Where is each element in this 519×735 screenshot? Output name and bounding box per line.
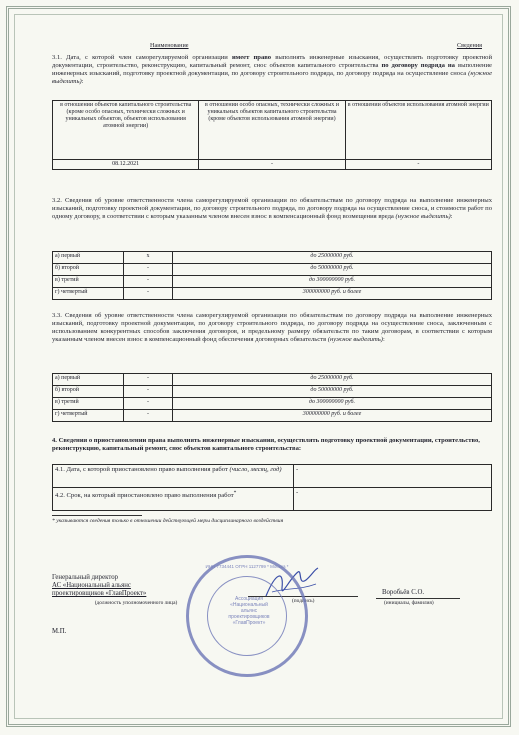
section-3-2 — [52, 197, 492, 221]
s4-row-1-value: - — [294, 465, 492, 488]
s32-row-label: г) четвертый — [53, 288, 124, 300]
signer-line-1: Генеральный директор — [52, 574, 118, 581]
s31-table — [52, 100, 492, 170]
s31-value-1: 08.12.2021 — [53, 160, 199, 170]
s4-table — [52, 464, 492, 511]
s4-row-2-value: - — [294, 488, 492, 511]
section-3-2-text — [52, 197, 492, 221]
name-caption: (инициалы, фамилия) — [384, 600, 434, 606]
s32-row-label: в) третий — [53, 276, 124, 288]
s32-row-mark: - — [124, 276, 173, 288]
s32-row-value: до 300000000 руб. — [173, 276, 492, 288]
footnote: * указываются сведения только в отношении действующей меры дисциплинарного воздействия — [52, 518, 284, 524]
s33-row-value: до 50000000 руб. — [173, 386, 492, 398]
s31-cell-2: в отношении особо опасных, технически сложных и уникальных объектов капитального строительства (кроме объектов использования атомной энергии) — [199, 101, 345, 160]
s32-table — [52, 251, 492, 300]
s33-row-mark: - — [124, 410, 173, 422]
s31-text-a: 3.1. Дата, с которой член саморегулируемой организации — [52, 54, 232, 61]
signature-caption: (подпись) — [292, 598, 315, 604]
s32-row-label: б) второй — [53, 264, 124, 276]
organization-seal — [186, 555, 308, 677]
s33-row-value: 300000000 руб. и более — [173, 410, 492, 422]
footnote-rule — [52, 515, 142, 516]
s31-value-3: - — [345, 160, 491, 170]
s31-cell-1: в отношении объектов капитального строительства (кроме особо опасных, технически сложных и уникальных объектов, объектов использования атомной энергии) — [53, 101, 199, 160]
s4-r1-note: (число, месяц, год) — [229, 466, 282, 473]
s4-r2-note: * — [233, 490, 237, 496]
section-3-3-text — [52, 312, 492, 344]
section-3-3 — [52, 312, 492, 344]
s32-row-value: до 50000000 руб. — [173, 264, 492, 276]
name-line — [376, 598, 460, 599]
s33-row-label: г) четвертый — [53, 410, 124, 422]
s33-row-mark: - — [124, 386, 173, 398]
seal-center-text: Ассоциация «Национальный альянс проектировщиков «ГлавПроект» — [228, 596, 270, 626]
s32-row-mark: - — [124, 288, 173, 300]
table-header — [22, 42, 494, 49]
s32-row-mark: x — [124, 252, 173, 264]
s32-colon: : — [450, 213, 453, 220]
s32-row-value: до 25000000 руб. — [173, 252, 492, 264]
s4-row-1-label — [53, 465, 294, 488]
s31-value-2: - — [199, 160, 345, 170]
s31-text-d: по договору подряда на — [381, 62, 455, 69]
s33-text: 3.3. Сведения об уровне ответственности члена саморегулируемой организации по обязательствам по договору подряда на выполнение инженерных изысканий, подготовку проектной документации, по договору строительного подряда, по договору подряда на осуществление сноса, заключенным с использованием конкурентных способов заключения договоров, и предельному размеру обязательств по таким договорам, в соответствии с которым указанным членом внесен взнос в компенсационный фонд обеспечения договорных обязательств — [52, 312, 492, 343]
s33-row-label: б) второй — [53, 386, 124, 398]
s4-row-2-label — [53, 488, 294, 511]
s31-text-b: имеет право — [231, 54, 272, 61]
s32-row-label: а) первый — [53, 252, 124, 264]
section-3-1-text — [52, 54, 492, 86]
s32-row-mark: - — [124, 264, 173, 276]
signer-position — [52, 574, 192, 598]
signer-name: Воробьёв С.О. — [382, 589, 425, 596]
s4-r1-label: 4.1. Дата, с которой приостановлено право выполнения работ — [55, 466, 230, 473]
s33-row-label: а) первый — [53, 374, 124, 386]
s4-r2-label: 4.2. Срок, на который приостановлено право выполнения работ — [55, 492, 234, 500]
section-4-title: 4. Сведения о приостановлении права выполнять инженерные изыскания, осуществлять подготовку проектной документации, строительство, реконструкцию, капитальный ремонт, снос объектов капитального строительства: — [52, 437, 480, 452]
s33-table — [52, 373, 492, 422]
s33-note: (нужное выделить) — [327, 336, 383, 343]
header-name: Наименование — [150, 42, 189, 49]
s33-row-value: до 25000000 руб. — [173, 374, 492, 386]
s31-cell-3: в отношении объектов использования атомной энергии — [345, 101, 491, 160]
s31-text-c: выполнять инженерные изыскания, осуществлять подготовку проектной документации, строительство, реконструкцию, капитальный ремонт, снос объектов капитального строительства — [52, 54, 492, 69]
s31-text-e: выполнение инженерных изысканий, подготовку проектной документации, по договору строительного подряда, по договору подряда на осуществление сноса — [52, 62, 492, 77]
s32-note: (нужное выделить) — [395, 213, 451, 220]
s33-row-mark: - — [124, 374, 173, 386]
section-3-1 — [52, 54, 492, 86]
signer-line-3: проектировщиков «ГлавПроект» — [52, 590, 147, 597]
s33-row-value: до 300000000 руб. — [173, 398, 492, 410]
s33-row-label: в) третий — [53, 398, 124, 410]
s31-note: (нужное выделить) — [52, 70, 492, 85]
header-info: Сведения — [456, 42, 482, 49]
seal-ring-text: ИНН 7734441 ОГРН 1127799 * Москва * — [205, 564, 289, 569]
s32-row-value: 300000000 руб. и более — [173, 288, 492, 300]
mp-label: М.П. — [52, 628, 67, 635]
s32-text: 3.2. Сведения об уровне ответственности члена саморегулируемой организации по обязательствам по договору подряда на выполнение инженерных изысканий, подготовку проектной документации, по договору строительного подряда, по договору подряда на осуществление сноса, и стоимости работ по одному договору, в соответствии с которым указанным членом внесен взнос в компенсационный фонд возмещения вреда — [52, 197, 492, 220]
s33-colon: : — [382, 336, 385, 343]
s33-row-mark: - — [124, 398, 173, 410]
position-caption: (должность уполномоченного лица) — [94, 600, 178, 606]
signer-line-2: АС «Национальный альянс — [52, 582, 131, 589]
s31-colon: : — [81, 78, 84, 85]
